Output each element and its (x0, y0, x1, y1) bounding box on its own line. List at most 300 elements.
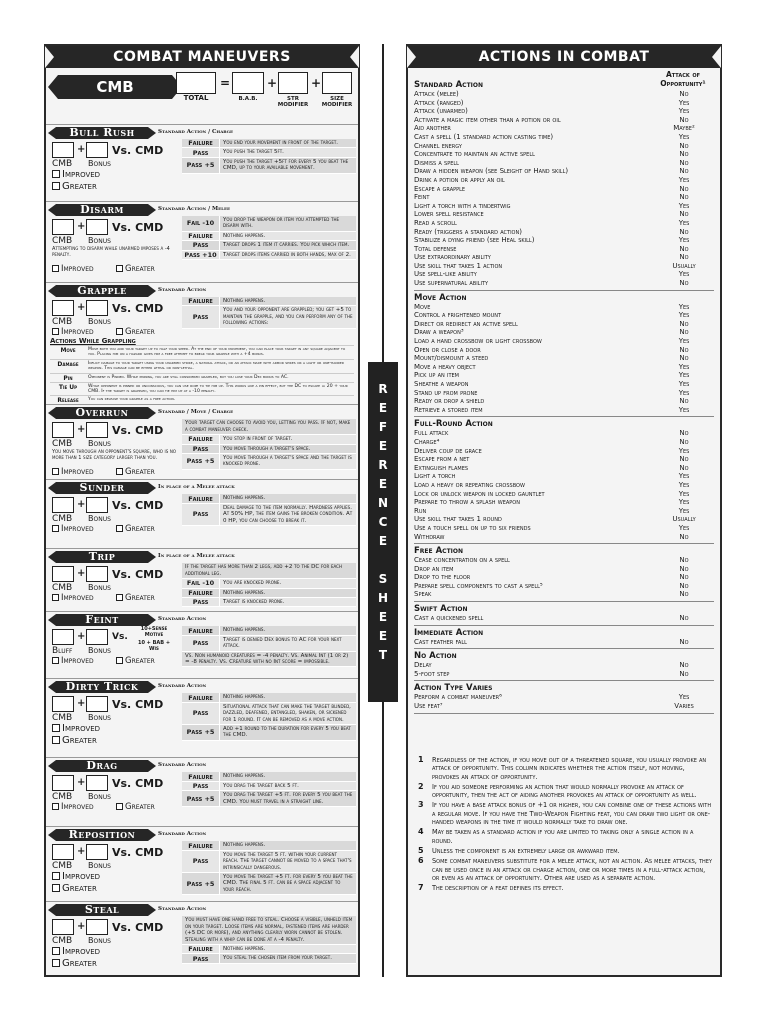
aoo-value: Yes (678, 107, 690, 116)
maneuver-reposition (46, 826, 358, 901)
action-name: Channel energy (414, 141, 462, 150)
maneuver-name: Drag (56, 760, 148, 772)
result-label: Failure (182, 945, 220, 953)
maneuver-body (46, 563, 358, 611)
action-row (414, 481, 714, 490)
result-label: Pass +5 (182, 454, 220, 469)
result-text: You move the target 5 ft. within your current reach. The target cannot be moved to a space that's intrinsically dangerous. (223, 851, 352, 871)
footnote-number: 5 (418, 845, 424, 855)
greater-checkbox[interactable] (116, 327, 155, 337)
checkbox-icon[interactable] (116, 468, 123, 475)
aoo-value: No (679, 279, 689, 288)
improved-checkbox[interactable] (52, 524, 94, 534)
result-table (182, 772, 356, 807)
greater-checkbox[interactable] (116, 524, 155, 534)
aoo-value: Yes (678, 236, 690, 245)
roll-box[interactable] (52, 219, 74, 235)
grappling-action-label: Pin (63, 374, 73, 382)
aoo-value: No (679, 150, 689, 159)
improved-checkbox[interactable] (52, 871, 100, 882)
checkbox-icon[interactable] (52, 170, 60, 178)
action-row (414, 638, 714, 647)
action-name: Use spell-like ability (414, 270, 477, 279)
maneuver-name: Steal (56, 904, 148, 916)
action-row (414, 142, 714, 151)
result-row (182, 693, 356, 702)
action-name: Prepare spell components to cast a spell⁵ (414, 581, 543, 590)
aoo-value: No (679, 437, 689, 446)
bonus-box[interactable] (86, 919, 108, 935)
maneuver-action-type: Standard / Move / Charge (158, 409, 234, 416)
footnote (418, 847, 712, 855)
action-row (414, 185, 714, 194)
action-row (414, 565, 714, 574)
aoo-value: Yes (678, 337, 690, 346)
action-name: Draw a hidden weapon (see Sleight of Hand skill) (414, 167, 569, 176)
checkbox-icon[interactable] (116, 328, 123, 335)
aoo-value: Yes (678, 446, 690, 455)
aoo-value: Yes (678, 362, 690, 371)
result-row (182, 954, 356, 963)
group-separator (414, 713, 714, 714)
action-row (414, 670, 714, 679)
bonus-label: Bonus (88, 159, 111, 168)
improved-label: Improved (61, 802, 94, 813)
aoo-value: No (679, 455, 689, 464)
bonus-box[interactable] (86, 566, 108, 582)
maneuver-name: Overrun (56, 407, 148, 419)
checkbox-icon[interactable] (116, 594, 123, 601)
roll-box[interactable] (52, 629, 74, 645)
aoo-value: No (679, 244, 689, 253)
maneuver-name: Feint (56, 614, 148, 626)
group-separator (414, 625, 714, 626)
result-table (182, 297, 356, 329)
result-row (182, 297, 356, 306)
action-row (414, 498, 714, 507)
aoo-value: No (679, 463, 689, 472)
result-text: Target drops items carried in both hands, max of 2. (223, 251, 351, 258)
grappling-action-label: Release (57, 397, 79, 405)
checkbox-icon[interactable] (52, 525, 59, 532)
roll-box[interactable] (52, 696, 74, 712)
improved-checkbox[interactable] (52, 467, 94, 477)
plus-sign: + (311, 76, 322, 90)
bonus-label: Bonus (88, 583, 111, 593)
aoo-value: Yes (678, 201, 690, 210)
result-label: Failure (182, 139, 220, 147)
action-name: Concentrate to maintain an active spell (414, 150, 535, 159)
aoo-value: No (679, 115, 689, 124)
checkbox-icon[interactable] (116, 657, 123, 664)
checkbox-icon[interactable] (52, 468, 59, 475)
cmb-total-row (46, 68, 358, 124)
maneuver-name: Bull Rush (56, 127, 148, 139)
result-label: Failure (182, 589, 220, 597)
footnote-number: 3 (418, 800, 424, 810)
maneuver-body (46, 216, 358, 282)
result-row (182, 504, 356, 526)
action-row (414, 429, 714, 438)
result-label: Failure (182, 494, 220, 502)
reference-sheet-spine (368, 44, 398, 977)
action-name: Attack (unarmed) (414, 107, 468, 116)
aoo-value: No (679, 669, 689, 678)
result-text: Target is knocked prone. (223, 599, 285, 606)
spine-letter: T (378, 648, 388, 662)
vs-cmd-label: Vs. CMD (112, 698, 164, 712)
checkbox-icon[interactable] (52, 724, 60, 732)
result-text: You drag the target back 5 ft. (223, 782, 299, 789)
action-group-standard-action (414, 80, 714, 288)
aoo-value: Yes (678, 480, 690, 489)
result-table (182, 841, 356, 895)
maneuver-header (46, 551, 358, 563)
action-row (414, 389, 714, 398)
greater-label: Greater (125, 467, 155, 478)
spine-letter: R (378, 458, 388, 472)
bonus-label: Bonus (88, 936, 111, 946)
maneuver-body (46, 693, 358, 757)
spine-letter: E (378, 439, 388, 453)
maneuver-header (46, 285, 358, 297)
result-text: Nothing happens. (223, 232, 266, 239)
result-table (182, 139, 356, 174)
vs-cmd-label: Vs. CMD (112, 777, 164, 791)
result-row (182, 306, 356, 328)
improved-checkbox[interactable] (52, 264, 94, 274)
bonus-box[interactable] (86, 775, 108, 791)
aoo-value: Usually (672, 515, 696, 524)
action-row (414, 693, 714, 702)
action-row (414, 590, 714, 599)
improved-checkbox[interactable] (52, 656, 94, 666)
action-row (414, 279, 714, 288)
greater-checkbox[interactable] (52, 883, 97, 894)
spine-letter (368, 551, 398, 570)
bonus-box[interactable] (86, 497, 108, 513)
maneuver-header (46, 482, 358, 494)
action-row (414, 262, 714, 271)
action-name: Use skill that takes 1 action (414, 261, 503, 270)
result-label: Pass +10 (182, 251, 220, 259)
checkbox-icon[interactable] (52, 872, 60, 880)
spine-letter: E (378, 401, 388, 415)
action-row (414, 556, 714, 565)
footnote-number: 2 (418, 781, 424, 791)
result-label: Pass (182, 598, 220, 606)
greater-label: Greater (125, 802, 155, 813)
aoo-value: Usually (672, 261, 696, 270)
str-box[interactable] (278, 72, 308, 94)
bonus-box[interactable] (86, 219, 108, 235)
maneuver-action-type: In place of a Melee attack (158, 484, 235, 491)
roll-box[interactable] (52, 300, 74, 316)
action-name: Ready (triggers a standard action) (414, 227, 522, 236)
roll-box[interactable] (52, 566, 74, 582)
checkbox-icon[interactable] (52, 594, 59, 601)
greater-checkbox[interactable] (52, 735, 97, 746)
improved-checkbox[interactable] (52, 327, 94, 337)
greater-checkbox[interactable] (116, 802, 155, 812)
checkbox-icon[interactable] (52, 265, 59, 272)
bonus-box[interactable] (86, 300, 108, 316)
footnote (418, 857, 712, 882)
aoo-value: Yes (678, 302, 690, 311)
roll-box[interactable] (52, 919, 74, 935)
greater-checkbox[interactable] (116, 593, 155, 603)
result-table (182, 563, 356, 607)
action-row (414, 320, 714, 329)
aoo-value: Maybe² (673, 124, 695, 133)
checkbox-icon[interactable] (116, 525, 123, 532)
aoo-value: No (679, 637, 689, 646)
action-name: Cast a spell (1 standard action casting time) (414, 132, 554, 141)
actions-while-grappling (50, 337, 354, 404)
grappling-action-text: Move both you and your target up to half your speed. At the end of your movement, you can place your target in any square adjacent to you. Placing him on a hazard gives him a free attempt to break your grapple with a +4 bonus. (88, 347, 346, 358)
result-text: Vs. Non humanoid creatures = -4 penalty. Vs. Animal Int (1 or 2) = -8 penalty. Vs. Creature with no Int score = impossible. (185, 652, 349, 666)
result-row (182, 652, 356, 668)
action-row (414, 116, 714, 125)
maneuver-header (46, 204, 358, 216)
checkbox-icon[interactable] (116, 265, 123, 272)
maneuver-header (46, 829, 358, 841)
greater-checkbox[interactable] (52, 181, 97, 192)
action-name: Escape from a net (414, 455, 470, 464)
roll-box[interactable] (52, 422, 74, 438)
cmb-label: CMB (52, 792, 73, 803)
vs-cmd-label: Vs. CMD (112, 424, 164, 438)
actions-in-combat-panel (406, 44, 722, 977)
result-label: Pass +5 (182, 158, 220, 173)
checkbox-icon[interactable] (116, 803, 123, 810)
checkbox-icon[interactable] (52, 736, 60, 744)
improved-label: Improved (62, 723, 101, 735)
greater-label: Greater (125, 593, 155, 604)
improved-checkbox[interactable] (52, 802, 94, 812)
result-text: Nothing happens. (223, 773, 266, 780)
maneuver-action-type: Standard Action (158, 762, 207, 769)
action-row (414, 328, 714, 337)
result-label: Failure (182, 772, 220, 780)
action-name: 5-foot step (414, 669, 450, 678)
checkbox-icon[interactable] (52, 884, 60, 892)
maneuver-disarm (46, 201, 358, 282)
bluff-label: Bluff (52, 646, 73, 657)
action-group-title: Move Action (414, 292, 467, 303)
result-text: Deal damage to the item normally. Hardness applies. At 50% HP, the item gains the broken condition. At 0 HP, you can choose to break it. (223, 504, 353, 524)
vs-cmd-label: Vs. CMD (112, 302, 164, 315)
grappling-title: Actions While Grappling (50, 337, 136, 345)
action-name: Retrieve a stored item (414, 405, 483, 414)
spine-line-top (382, 44, 384, 362)
aoo-value: No (679, 429, 689, 438)
improved-label: Improved (61, 656, 94, 667)
action-row (414, 245, 714, 254)
action-group-no-action (414, 651, 714, 678)
maneuver-header (46, 127, 358, 139)
result-label: Pass (182, 445, 220, 453)
roll-box[interactable] (52, 142, 74, 158)
action-name: Prepare to throw a splash weapon (414, 498, 520, 507)
bonus-box[interactable] (86, 142, 108, 158)
aoo-value: Yes (678, 380, 690, 388)
action-row (414, 159, 714, 168)
action-name: Use supernatural ability (414, 279, 489, 288)
action-name: Feint (414, 193, 430, 202)
result-row (182, 563, 356, 579)
aoo-header: Attack of Opportunity¹ (660, 70, 706, 88)
aoo-value: No (679, 319, 689, 328)
action-row (414, 515, 714, 524)
cmb-total-box[interactable] (176, 72, 216, 94)
greater-label: Greater (125, 656, 155, 667)
maneuver-action-type: In place of a Melee attack (158, 553, 235, 560)
bonus-box[interactable] (86, 696, 108, 712)
action-name: Stabilize a dying friend (see Heal skill) (414, 236, 535, 245)
roll-box[interactable] (52, 844, 74, 860)
maneuver-action-type: Standard Action (158, 616, 207, 623)
aoo-value: No (679, 564, 689, 573)
improved-label: Improved (61, 593, 94, 604)
result-row (182, 589, 356, 598)
aoo-value: No (679, 141, 689, 150)
action-row (414, 661, 714, 670)
greater-label: Greater (62, 883, 97, 895)
aoo-value: No (679, 158, 689, 167)
checkbox-icon[interactable] (52, 803, 59, 810)
aoo-value: Varies (674, 702, 694, 711)
maneuver-body (46, 841, 358, 901)
result-text: You steal the chosen item from your target. (223, 955, 332, 962)
roll-box[interactable] (52, 775, 74, 791)
spine-letter: E (378, 610, 388, 624)
aoo-value: Yes (678, 693, 690, 702)
cmb-banner: CMB (58, 75, 172, 99)
maneuver-action-type: Standard Action (158, 831, 207, 838)
result-label: Failure (182, 626, 220, 634)
action-row (414, 447, 714, 456)
result-table (182, 216, 356, 260)
action-name: Use skill that takes 1 round (414, 515, 502, 524)
action-group-title: Swift Action (414, 604, 468, 615)
result-row (182, 241, 356, 250)
result-row (182, 419, 356, 435)
improved-checkbox[interactable] (52, 169, 100, 180)
bonus-label: Bonus (88, 713, 111, 723)
vs-cmd-label: Vs. CMD (112, 568, 164, 582)
group-separator (414, 416, 714, 417)
cmb-total-label: TOTAL (183, 94, 209, 102)
action-row (414, 406, 714, 415)
action-row (414, 573, 714, 582)
checkbox-icon[interactable] (52, 947, 60, 955)
action-name: Activate a magic item other than a potion or oil (414, 115, 561, 124)
spine-letter: S (378, 572, 388, 586)
action-name: Use a touch spell on up to six friends (414, 523, 531, 532)
result-row (182, 636, 356, 652)
footnote (418, 828, 712, 845)
checkbox-icon[interactable] (52, 328, 59, 335)
greater-label: Greater (62, 735, 97, 747)
action-name: Deliver coup de grace (414, 446, 482, 455)
roll-box[interactable] (52, 497, 74, 513)
maneuver-name: Trip (56, 551, 148, 563)
maneuver-grapple (46, 282, 358, 337)
checkbox-icon[interactable] (52, 182, 60, 190)
action-row (414, 397, 714, 406)
action-name: Load a heavy or repeating crossbow (414, 480, 525, 489)
result-text: Situational attack that can make the target blinded, dazzled, deafened, entangled, shaken, or sickened for 1 round. It can be removed as a move action. (223, 703, 351, 723)
result-table (182, 419, 356, 469)
footnote-text: May be taken as a standard action if you are limited to taking only a single action in a round. (432, 828, 694, 845)
checkbox-icon[interactable] (52, 657, 59, 664)
maneuver-action-type: Standard Action / Charge (158, 129, 234, 135)
group-separator (414, 648, 714, 649)
maneuver-body (46, 419, 358, 479)
improved-checkbox[interactable] (52, 723, 100, 734)
result-label: Pass (182, 703, 220, 724)
result-row (182, 626, 356, 635)
maneuver-body (46, 626, 358, 678)
maneuver-header (46, 904, 358, 916)
cmb-label: CMB (52, 936, 73, 947)
plus-sign: + (77, 424, 86, 436)
result-text: You move the target +5 ft. for every 5 you beat the CMD. The final 5 ft. can be a space adjacent to your reach. (223, 874, 353, 893)
grappling-action-label: Move (60, 347, 76, 354)
bab-box[interactable] (232, 72, 264, 94)
result-label: Fail -10 (182, 579, 220, 587)
action-group-free-action (414, 546, 714, 599)
plus-sign: + (77, 921, 86, 933)
footnote-text: If you have a base attack bonus of +1 or higher, you can combine one of these actions with a regular move. If you have the Two-Weapon Fighting feat, you can draw two light or one-handed weapons in the time it would normally take to draw one. (432, 801, 712, 827)
improved-checkbox[interactable] (52, 946, 100, 957)
greater-checkbox[interactable] (52, 958, 97, 969)
bonus-box[interactable] (86, 844, 108, 860)
result-row (182, 945, 356, 954)
str-label: STR MODIFIER (277, 96, 309, 108)
aoo-value: Yes (678, 98, 690, 107)
maneuver-trip (46, 548, 358, 611)
vs-cmd-label: Vs. CMD (112, 221, 164, 234)
size-box[interactable] (322, 72, 352, 94)
action-row (414, 228, 714, 237)
action-name: Escape a grapple (414, 184, 466, 193)
grappling-action-text: Inflict damage to your target using your unarmed strike, a natural attack, or an attack made with armor spikes or a light or one-handed weapon. This damage can be either lethal or non-lethal. (88, 360, 345, 372)
footnote-text: Regardless of the action, if you move out of a threatened square, you usually provoke an attack of opportunity. This column indicates whether the action itself, not moving, provokes an attack of opportunity. (432, 756, 707, 781)
spine-letter: R (378, 382, 388, 396)
greater-checkbox[interactable] (116, 264, 155, 274)
result-row (182, 148, 356, 157)
improved-checkbox[interactable] (52, 593, 94, 603)
bonus-box[interactable] (86, 629, 108, 645)
result-label: Pass (182, 782, 220, 790)
action-row (414, 464, 714, 473)
result-text: You and your opponent are grappled; you get +5 to maintain the grapple, and you can perform any of the following actions: (223, 307, 353, 327)
checkbox-icon[interactable] (52, 959, 60, 967)
bonus-label: Bonus (88, 646, 111, 656)
bonus-box[interactable] (86, 422, 108, 438)
greater-checkbox[interactable] (116, 656, 155, 666)
cmb-label: CMB (52, 514, 73, 525)
cmb-label: CMB (52, 236, 73, 246)
greater-checkbox[interactable] (116, 467, 155, 477)
result-row (182, 494, 356, 503)
result-row (182, 782, 356, 791)
result-label: Failure (182, 841, 220, 849)
aoo-value: No (679, 328, 689, 337)
result-label: Fail -10 (182, 216, 220, 231)
